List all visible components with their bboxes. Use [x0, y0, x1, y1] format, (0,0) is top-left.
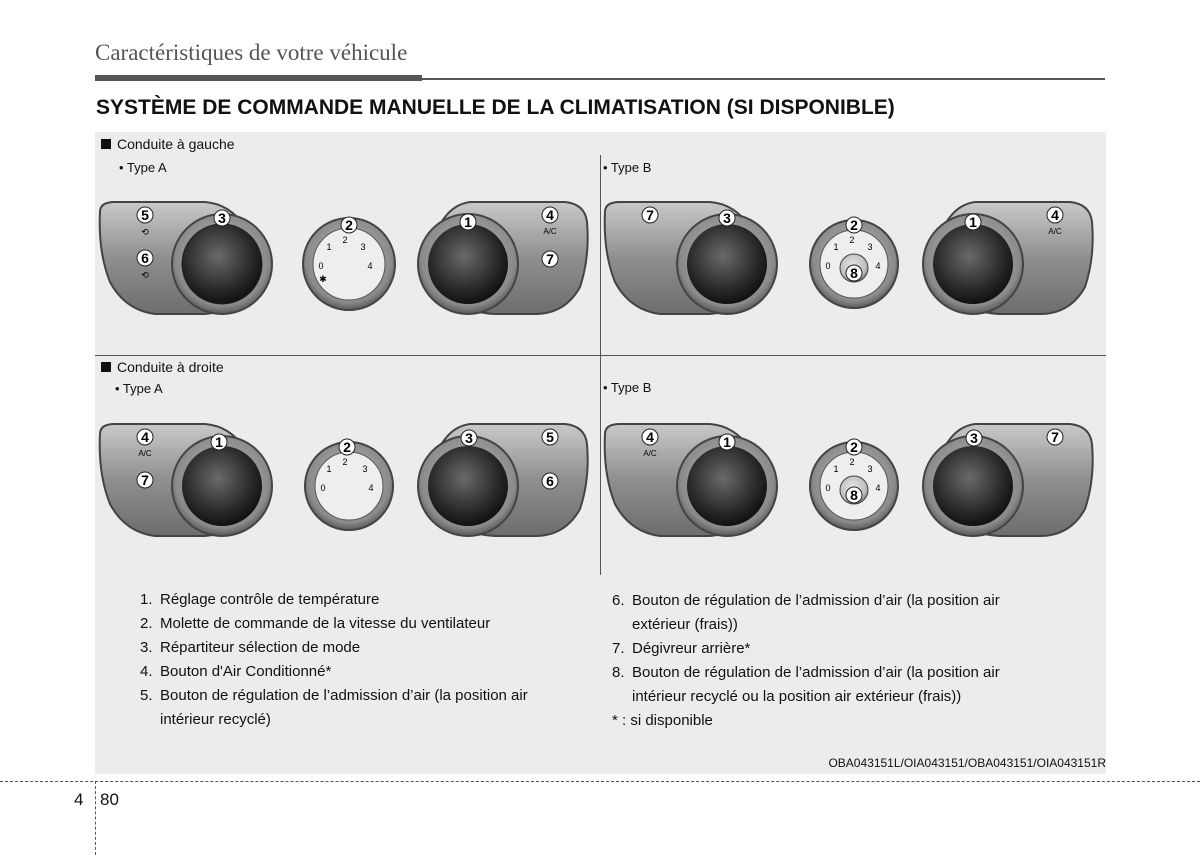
svg-text:2: 2 — [850, 217, 858, 233]
legend-text: Molette de commande de la vitesse du ventilateur — [160, 615, 491, 632]
svg-text:8: 8 — [850, 265, 858, 281]
legend-num: 4. — [140, 663, 153, 680]
svg-text:A/C: A/C — [543, 227, 557, 236]
svg-text:1: 1 — [969, 214, 977, 230]
legend-num: 6. — [612, 592, 625, 609]
svg-text:6: 6 — [546, 473, 554, 489]
svg-text:4: 4 — [875, 483, 881, 493]
legend-item — [612, 589, 1042, 637]
footnote-text: : si disponible — [622, 712, 713, 729]
legend-text: Bouton de régulation de l’admission d’air (la position air extérieur (frais)) — [632, 592, 1000, 633]
svg-text:4: 4 — [546, 207, 554, 223]
svg-text:0: 0 — [825, 483, 831, 493]
svg-text:4: 4 — [646, 429, 654, 445]
type-a-label-lhd: • Type A — [119, 160, 167, 175]
svg-text:⟲: ⟲ — [141, 270, 149, 280]
type-a-label-rhd: • Type A — [115, 381, 163, 396]
svg-text:5: 5 — [141, 207, 149, 223]
legend-right-column — [612, 589, 1042, 733]
legend-item — [140, 660, 570, 684]
svg-text:✱: ✱ — [319, 274, 327, 284]
svg-text:7: 7 — [546, 251, 554, 267]
svg-text:1: 1 — [326, 464, 332, 474]
page-number: 80 — [100, 790, 119, 809]
svg-text:4: 4 — [368, 483, 374, 493]
svg-text:1: 1 — [833, 464, 839, 474]
lhd-type-b — [605, 202, 1093, 314]
svg-text:3: 3 — [970, 430, 978, 446]
svg-text:2: 2 — [342, 457, 348, 467]
legend-item — [140, 684, 570, 732]
footnote-mark: * — [612, 712, 618, 729]
svg-text:2: 2 — [343, 439, 351, 455]
svg-text:2: 2 — [850, 439, 858, 455]
temp-knob — [428, 224, 508, 304]
legend-item — [140, 588, 570, 612]
legend-item — [612, 637, 1042, 661]
legend-num: 8. — [612, 664, 625, 681]
section-title: SYSTÈME DE COMMANDE MANUELLE DE LA CLIMATISATION (SI DISPONIBLE) — [96, 96, 895, 119]
type-b-label-rhd: • Type B — [603, 380, 652, 395]
svg-text:A/C: A/C — [1048, 227, 1062, 236]
legend-num: 1. — [140, 591, 153, 608]
svg-text:1: 1 — [326, 242, 332, 252]
legend-text: Bouton de régulation de l’admission d’air (la position air intérieur recyclé) — [160, 687, 528, 728]
legend-text: Réglage contrôle de température — [160, 591, 380, 608]
legend-num: 3. — [140, 639, 153, 656]
legend-num: 5. — [140, 687, 153, 704]
legend-text: Répartiteur sélection de mode — [160, 639, 361, 656]
rhd-type-b — [605, 424, 1093, 536]
svg-text:3: 3 — [465, 430, 473, 446]
legend-text: Dégivreur arrière* — [632, 640, 751, 657]
svg-text:0: 0 — [318, 261, 324, 271]
svg-text:⟲: ⟲ — [141, 227, 149, 237]
fan-knob — [313, 228, 385, 300]
svg-text:0: 0 — [825, 261, 831, 271]
legend-item — [140, 636, 570, 660]
svg-text:3: 3 — [360, 242, 366, 252]
svg-text:8: 8 — [850, 487, 858, 503]
svg-text:2: 2 — [849, 457, 855, 467]
svg-text:7: 7 — [1051, 429, 1059, 445]
footer-rule — [0, 781, 1200, 782]
legend-item — [612, 661, 1042, 709]
rhd-type-a — [100, 424, 588, 536]
svg-text:3: 3 — [867, 464, 873, 474]
svg-text:1: 1 — [464, 214, 472, 230]
group-label-text: Conduite à droite — [117, 359, 224, 375]
footer-divider — [95, 781, 96, 855]
svg-text:4: 4 — [367, 261, 373, 271]
svg-text:6: 6 — [141, 250, 149, 266]
svg-text:3: 3 — [218, 210, 226, 226]
svg-text:2: 2 — [345, 217, 353, 233]
svg-text:4: 4 — [1051, 207, 1059, 223]
svg-text:1: 1 — [723, 434, 731, 450]
svg-text:3: 3 — [723, 210, 731, 226]
figure-reference-code: OBA043151L/OIA043151/OBA043151/OIA043151R — [828, 756, 1106, 770]
svg-text:A/C: A/C — [643, 449, 657, 458]
header-rule-thin — [422, 78, 1105, 80]
legend-text: Bouton de régulation de l’admission d’air (la position air intérieur recyclé ou la position air extérieur (frais)) — [632, 664, 1000, 705]
svg-text:2: 2 — [342, 235, 348, 245]
legend-text: Bouton d'Air Conditionné* — [160, 663, 332, 680]
svg-text:3: 3 — [867, 242, 873, 252]
control-panel-illustrations — [95, 132, 1106, 572]
svg-text:5: 5 — [546, 429, 554, 445]
legend-num: 2. — [140, 615, 153, 632]
svg-text:0: 0 — [320, 483, 326, 493]
legend-left-column — [140, 588, 570, 732]
legend-num: 7. — [612, 640, 625, 657]
chapter-number: 4 — [74, 790, 84, 809]
svg-text:7: 7 — [646, 207, 654, 223]
svg-text:3: 3 — [362, 464, 368, 474]
legend-item — [140, 612, 570, 636]
svg-text:2: 2 — [849, 235, 855, 245]
type-b-label-lhd: • Type B — [603, 160, 652, 175]
svg-text:1: 1 — [833, 242, 839, 252]
svg-text:A/C: A/C — [138, 449, 152, 458]
group-label-text: Conduite à gauche — [117, 136, 235, 152]
svg-text:4: 4 — [875, 261, 881, 271]
legend-footnote — [612, 709, 1042, 733]
svg-text:7: 7 — [141, 472, 149, 488]
svg-text:4: 4 — [141, 429, 149, 445]
header-rule-thick — [95, 75, 422, 81]
lhd-type-a — [100, 202, 588, 314]
running-header: Caractéristiques de votre véhicule — [95, 40, 408, 65]
svg-text:1: 1 — [215, 434, 223, 450]
